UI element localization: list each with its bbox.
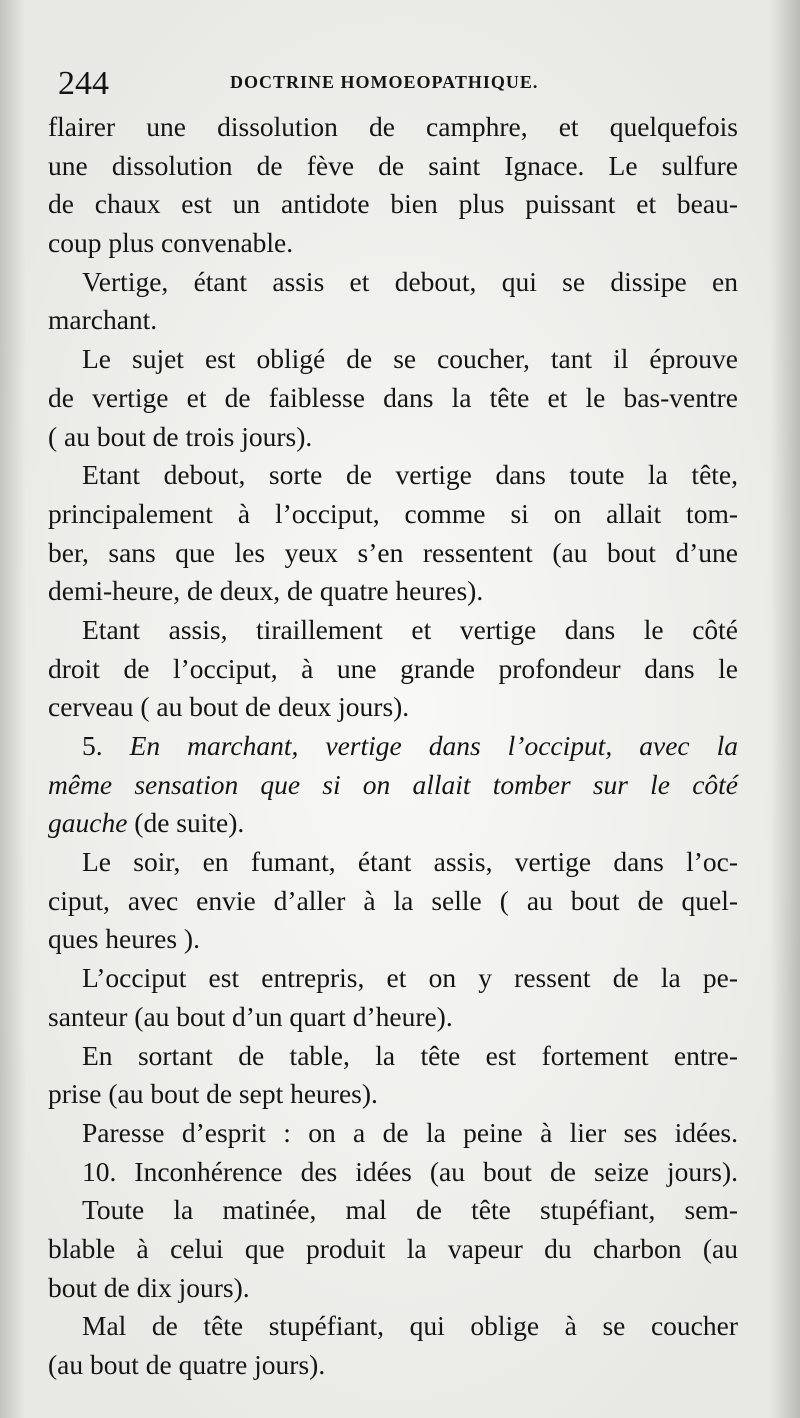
text-line: principalement à l’occiput, comme si on allait tom-: [48, 497, 738, 529]
text-line: santeur (au bout d’un quart d’heure).: [48, 1000, 453, 1032]
text-line: même sensation que si on allait tomber sur le côté: [48, 768, 738, 800]
page-header: [58, 64, 738, 104]
text-line: ber, sans que les yeux s’en ressentent (au bout d’une: [48, 536, 738, 568]
page-number: 244: [58, 65, 109, 102]
text-line: Vertige, étant assis et debout, qui se dissipe en: [82, 265, 738, 297]
text-line: marchant.: [48, 304, 158, 336]
running-head: DOCTRINE HOMOEOPATHIQUE.: [230, 72, 539, 92]
text-line: En sortant de table, la tête est fortement entre-: [82, 1039, 738, 1071]
text-line: coup plus convenable.: [48, 227, 294, 259]
text-line: ques heures ).: [48, 923, 200, 955]
text-line: Toute la matinée, mal de tête stupéfiant, sem-: [82, 1194, 738, 1226]
text-line: de chaux est un antidote bien plus puissant et beau-: [48, 188, 738, 220]
body-text: [48, 108, 738, 1385]
text-line: ciput, avec envie d’aller à la selle ( au bout de quel-: [48, 884, 738, 916]
text-line: blable à celui que produit la vapeur du charbon (au: [48, 1232, 738, 1264]
text-line: (au bout de quatre jours).: [48, 1349, 326, 1380]
text-line: 10. Inconhérence des idées (au bout de seize jours).: [82, 1155, 738, 1187]
text-line: de vertige et de faiblesse dans la tête et le bas-ventre: [48, 381, 738, 413]
text-line: Etant debout, sorte de vertige dans toute la tête,: [82, 459, 738, 491]
text-line: L’occiput est entrepris, et on y ressent de la pe-: [82, 962, 738, 994]
text-line: bout de dix jours).: [48, 1271, 250, 1303]
page-shadow-left: [0, 0, 26, 1418]
text-line: prise (au bout de sept heures).: [48, 1078, 378, 1110]
text-line: une dissolution de fève de saint Ignace. Le sulfure: [48, 149, 738, 181]
text-line: Paresse d’esprit : on a de la peine à lier ses idées.: [82, 1116, 738, 1148]
text-line: demi-heure, de deux, de quatre heures).: [48, 575, 484, 607]
page-shadow-right: [770, 0, 800, 1418]
text-line: Le soir, en fumant, étant assis, vertige dans l’oc-: [82, 846, 738, 878]
text-line: 5. En marchant, vertige dans l’occiput, avec la: [82, 730, 738, 761]
text-line: ( au bout de trois jours).: [48, 420, 313, 452]
text-line: gauche (de suite).: [48, 807, 245, 839]
text-line: Etant assis, tiraillement et vertige dans le côté: [82, 613, 738, 645]
text-line: droit de l’occiput, à une grande profondeur dans le: [48, 652, 738, 684]
text-line: Mal de tête stupéfiant, qui oblige à se coucher: [82, 1310, 738, 1342]
text-line: cerveau ( au bout de deux jours).: [48, 691, 410, 723]
text-line: Le sujet est obligé de se coucher, tant il éprouve: [82, 343, 738, 375]
text-line: flairer une dissolution de camphre, et quelquefois: [48, 111, 738, 142]
